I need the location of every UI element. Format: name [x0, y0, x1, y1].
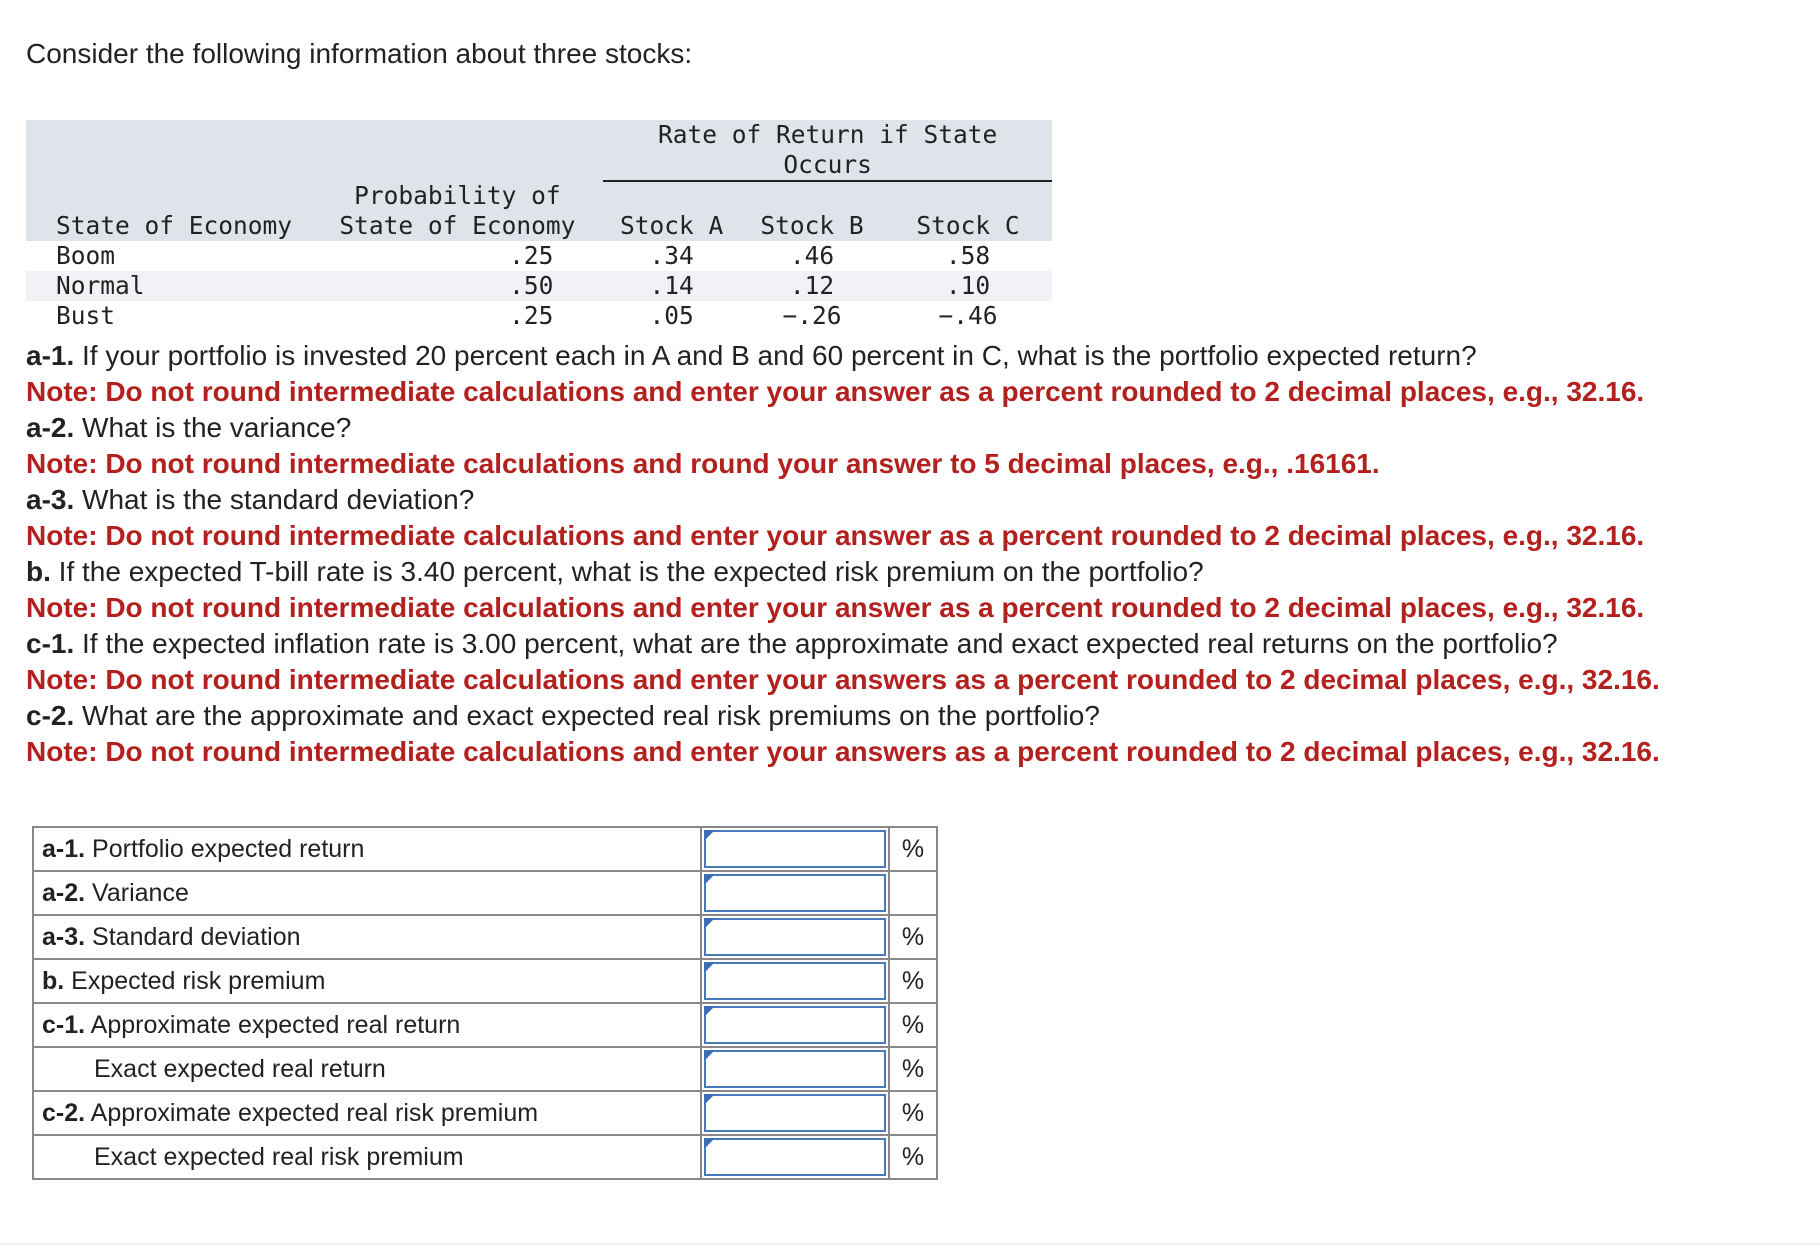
col-header-stock-a: Stock A	[620, 211, 724, 240]
answer-label	[33, 1135, 701, 1179]
flag-icon	[704, 962, 715, 973]
flag-icon	[704, 1006, 715, 1017]
question-a1	[26, 338, 1806, 374]
flag-icon	[704, 874, 715, 885]
cell-stock-c: −.46	[938, 301, 998, 330]
cell-stock-a: .14	[649, 271, 694, 300]
question-c1	[26, 626, 1806, 662]
standard-deviation-input[interactable]	[704, 918, 886, 956]
question-label: a-2.	[26, 412, 75, 443]
note-a1: Note: Do not round intermediate calculations and enter your answer as a percent rounded to 2 decimal places, e.g., 32.16.	[26, 376, 1645, 407]
question-label: a-1.	[26, 340, 75, 371]
answer-input-cell	[701, 871, 889, 915]
answer-input-cell	[701, 1091, 889, 1135]
question-text: If your portfolio is invested 20 percent each in A and B and 60 percent in C, what is the portfolio expected return?	[74, 340, 1477, 371]
answer-row-c2-exact	[33, 1135, 937, 1179]
question-a2	[26, 410, 1806, 446]
approx-real-return-input[interactable]	[704, 1006, 886, 1044]
cell-stock-b: −.26	[782, 301, 842, 330]
note-c1: Note: Do not round intermediate calculations and enter your answers as a percent rounded to 2 decimal places, e.g., 32.16.	[26, 664, 1660, 695]
col-header-state: State of Economy	[56, 211, 293, 240]
approx-real-risk-premium-input[interactable]	[704, 1094, 886, 1132]
cell-prob: .50	[509, 271, 554, 300]
cell-prob: .25	[509, 241, 554, 270]
answer-label-text: Standard deviation	[85, 922, 301, 951]
note-b: Note: Do not round intermediate calculations and enter your answer as a percent rounded to 2 decimal places, e.g., 32.16.	[26, 592, 1645, 623]
answer-row-a1	[33, 827, 937, 871]
answer-input-cell	[701, 827, 889, 871]
question-label: a-3.	[26, 484, 75, 515]
answer-label	[33, 1003, 701, 1047]
unit-label: %	[889, 827, 937, 871]
answer-label-text: Variance	[85, 878, 189, 907]
question-label: c-2.	[26, 700, 75, 731]
question-label: b.	[26, 556, 51, 587]
unit-label: %	[889, 959, 937, 1003]
flag-icon	[704, 830, 715, 841]
question-text: What is the variance?	[74, 412, 352, 443]
unit-label: %	[889, 1003, 937, 1047]
variance-input[interactable]	[704, 874, 886, 912]
unit-label	[889, 871, 937, 915]
answer-row-b	[33, 959, 937, 1003]
answer-label-text: Portfolio expected return	[85, 834, 365, 863]
answer-label	[33, 959, 701, 1003]
answer-input-cell	[701, 959, 889, 1003]
answer-label-prefix: b.	[42, 966, 65, 995]
group-header-line-1: Rate of Return if State	[658, 120, 998, 149]
col-header-stock-c: Stock C	[916, 211, 1020, 240]
expected-risk-premium-input[interactable]	[704, 962, 886, 1000]
flag-icon	[704, 918, 715, 929]
table-row	[26, 271, 1052, 301]
cell-state: Bust	[56, 301, 116, 330]
answer-row-c1-exact	[33, 1047, 937, 1091]
question-a3	[26, 482, 1806, 518]
col-header-stock-b: Stock B	[760, 211, 864, 240]
unit-label: %	[889, 1047, 937, 1091]
answer-label-prefix: c-2.	[42, 1098, 86, 1127]
answer-label-text: Exact expected real risk premium	[94, 1142, 464, 1171]
note-c2: Note: Do not round intermediate calculations and enter your answers as a percent rounded to 2 decimal places, e.g., 32.16.	[26, 736, 1660, 767]
cell-stock-b: .12	[789, 271, 835, 300]
question-text: If the expected T-bill rate is 3.40 percent, what is the expected risk premium on the portfolio?	[50, 556, 1204, 587]
answer-label	[33, 1047, 701, 1091]
answer-label-text: Approximate expected real risk premium	[85, 1098, 539, 1127]
answer-table	[32, 826, 938, 1180]
cell-prob: .25	[509, 301, 554, 330]
exact-real-risk-premium-input[interactable]	[704, 1138, 886, 1176]
question-label: c-1.	[26, 628, 75, 659]
table-row	[26, 241, 1052, 271]
flag-icon	[704, 1094, 715, 1105]
group-header-line-2: Occurs	[783, 150, 872, 179]
note-a3: Note: Do not round intermediate calculations and enter your answer as a percent rounded to 2 decimal places, e.g., 32.16.	[26, 520, 1645, 551]
flag-icon	[704, 1050, 715, 1061]
answer-label	[33, 827, 701, 871]
answer-row-c1-approx	[33, 1003, 937, 1047]
answer-row-a3	[33, 915, 937, 959]
answer-input-cell	[701, 915, 889, 959]
answer-label-prefix: a-1.	[42, 834, 86, 863]
table-header-row-2	[26, 181, 1052, 241]
unit-label: %	[889, 1091, 937, 1135]
answer-label-text: Exact expected real return	[94, 1054, 386, 1083]
table-row	[26, 301, 1052, 331]
exact-real-return-input[interactable]	[704, 1050, 886, 1088]
col-header-prob-line-1: Probability of	[354, 181, 561, 210]
answer-label-prefix: a-3.	[42, 922, 86, 951]
question-text: What are the approximate and exact expected real risk premiums on the portfolio?	[74, 700, 1100, 731]
answer-label-text: Approximate expected real return	[85, 1010, 461, 1039]
answer-label-text: Expected risk premium	[64, 966, 326, 995]
answer-label-prefix: a-2.	[42, 878, 86, 907]
table-header-row-1	[26, 120, 1052, 181]
answer-row-a2	[33, 871, 937, 915]
question-text: If the expected inflation rate is 3.00 percent, what are the approximate and exact expected real returns on the portfolio?	[74, 628, 1558, 659]
returns-table	[26, 120, 1052, 331]
cell-stock-b: .46	[789, 241, 835, 270]
answer-label	[33, 915, 701, 959]
cell-stock-c: .10	[945, 271, 991, 300]
cell-stock-c: .58	[945, 241, 991, 270]
answer-row-c2-approx	[33, 1091, 937, 1135]
intro-text: Consider the following information about three stocks:	[26, 38, 693, 69]
unit-label: %	[889, 915, 937, 959]
bottom-divider	[0, 1243, 1820, 1245]
questions-block	[26, 338, 1806, 770]
unit-label: %	[889, 1135, 937, 1179]
cell-stock-a: .34	[649, 241, 694, 270]
answer-label	[33, 1091, 701, 1135]
question-c2	[26, 698, 1806, 734]
question-b	[26, 554, 1806, 590]
question-text: What is the standard deviation?	[74, 484, 475, 515]
cell-state: Normal	[56, 271, 145, 300]
group-header	[603, 120, 1052, 181]
answer-label	[33, 871, 701, 915]
col-header-prob	[312, 181, 604, 241]
flag-icon	[704, 1138, 715, 1149]
cell-state: Boom	[56, 241, 116, 270]
answer-input-cell	[701, 1047, 889, 1091]
col-header-prob-line-2: State of Economy	[339, 211, 576, 240]
portfolio-expected-return-input[interactable]	[704, 830, 886, 868]
answer-input-cell	[701, 1135, 889, 1179]
answer-label-prefix: c-1.	[42, 1010, 86, 1039]
cell-stock-a: .05	[649, 301, 694, 330]
answer-input-cell	[701, 1003, 889, 1047]
note-a2: Note: Do not round intermediate calculations and round your answer to 5 decimal places, e.g., .16161.	[26, 448, 1380, 479]
